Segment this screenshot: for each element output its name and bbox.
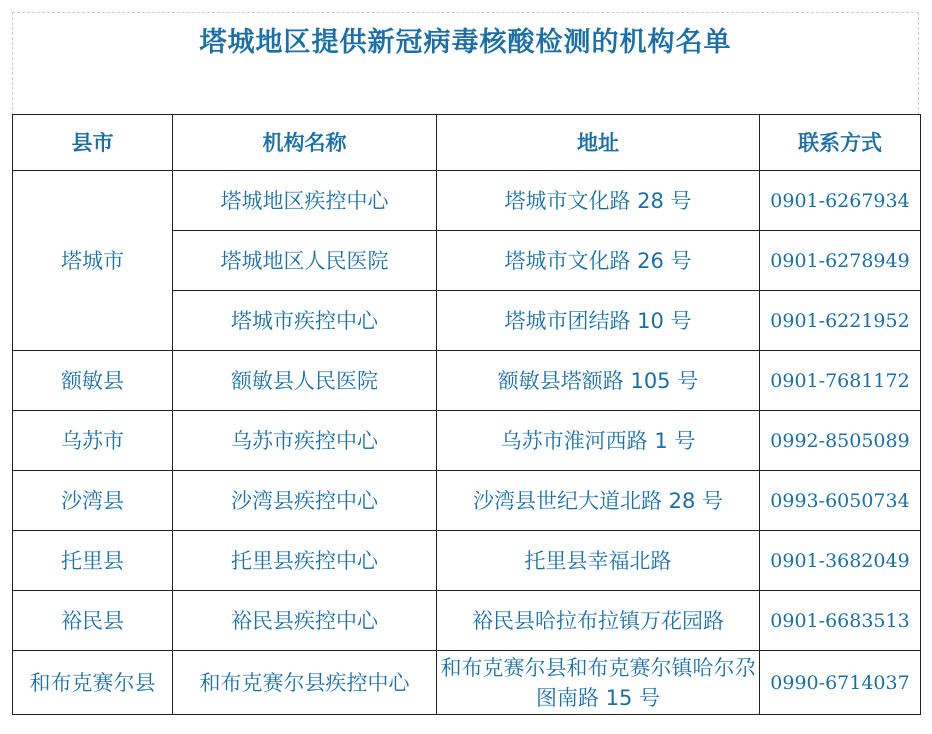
- address-cell: 沙湾县世纪大道北路 28 号: [437, 471, 760, 531]
- phone-cell: 0990-6714037: [760, 651, 921, 715]
- table-row: [13, 471, 921, 531]
- org-cell: 沙湾县疾控中心: [173, 471, 437, 531]
- table-row: [13, 171, 921, 231]
- phone-cell: 0993-6050734: [760, 471, 921, 531]
- phone-cell: 0901-7681172: [760, 351, 921, 411]
- org-cell: 额敏县人民医院: [173, 351, 437, 411]
- org-cell: 和布克赛尔县疾控中心: [173, 651, 437, 715]
- org-cell: 裕民县疾控中心: [173, 591, 437, 651]
- header-org: 机构名称: [173, 115, 437, 171]
- institution-table: [12, 114, 921, 715]
- org-cell: 托里县疾控中心: [173, 531, 437, 591]
- header-contact: 联系方式: [760, 115, 921, 171]
- address-cell: 塔城市团结路 10 号: [437, 291, 760, 351]
- header-row: [13, 115, 921, 171]
- header-address: 地址: [437, 115, 760, 171]
- address-cell: 和布克赛尔县和布克赛尔镇哈尔尕图南路 15 号: [437, 651, 760, 715]
- county-cell: 裕民县: [13, 591, 173, 651]
- county-cell: 和布克赛尔县: [13, 651, 173, 715]
- table-row: [13, 411, 921, 471]
- table-row: [13, 531, 921, 591]
- table-row: [13, 351, 921, 411]
- address-cell: 托里县幸福北路: [437, 531, 760, 591]
- address-cell: 乌苏市淮河西路 1 号: [437, 411, 760, 471]
- table-row: [13, 591, 921, 651]
- phone-cell: 0901-3682049: [760, 531, 921, 591]
- phone-cell: 0901-6683513: [760, 591, 921, 651]
- county-cell: 沙湾县: [13, 471, 173, 531]
- header-county: 县市: [13, 115, 173, 171]
- county-cell: 塔城市: [13, 171, 173, 351]
- phone-cell: 0901-6267934: [760, 171, 921, 231]
- address-cell: 塔城市文化路 26 号: [437, 231, 760, 291]
- county-cell: 乌苏市: [13, 411, 173, 471]
- phone-cell: 0901-6221952: [760, 291, 921, 351]
- address-cell: 裕民县哈拉布拉镇万花园路: [437, 591, 760, 651]
- org-cell: 塔城地区人民医院: [173, 231, 437, 291]
- address-cell: 塔城市文化路 28 号: [437, 171, 760, 231]
- address-cell: 额敏县塔额路 105 号: [437, 351, 760, 411]
- phone-cell: 0901-6278949: [760, 231, 921, 291]
- page-title: 塔城地区提供新冠病毒核酸检测的机构名单: [199, 27, 732, 58]
- county-cell: 额敏县: [13, 351, 173, 411]
- org-cell: 乌苏市疾控中心: [173, 411, 437, 471]
- table-row: [13, 651, 921, 715]
- org-cell: 塔城地区疾控中心: [173, 171, 437, 231]
- phone-cell: 0992-8505089: [760, 411, 921, 471]
- county-cell: 托里县: [13, 531, 173, 591]
- org-cell: 塔城市疾控中心: [173, 291, 437, 351]
